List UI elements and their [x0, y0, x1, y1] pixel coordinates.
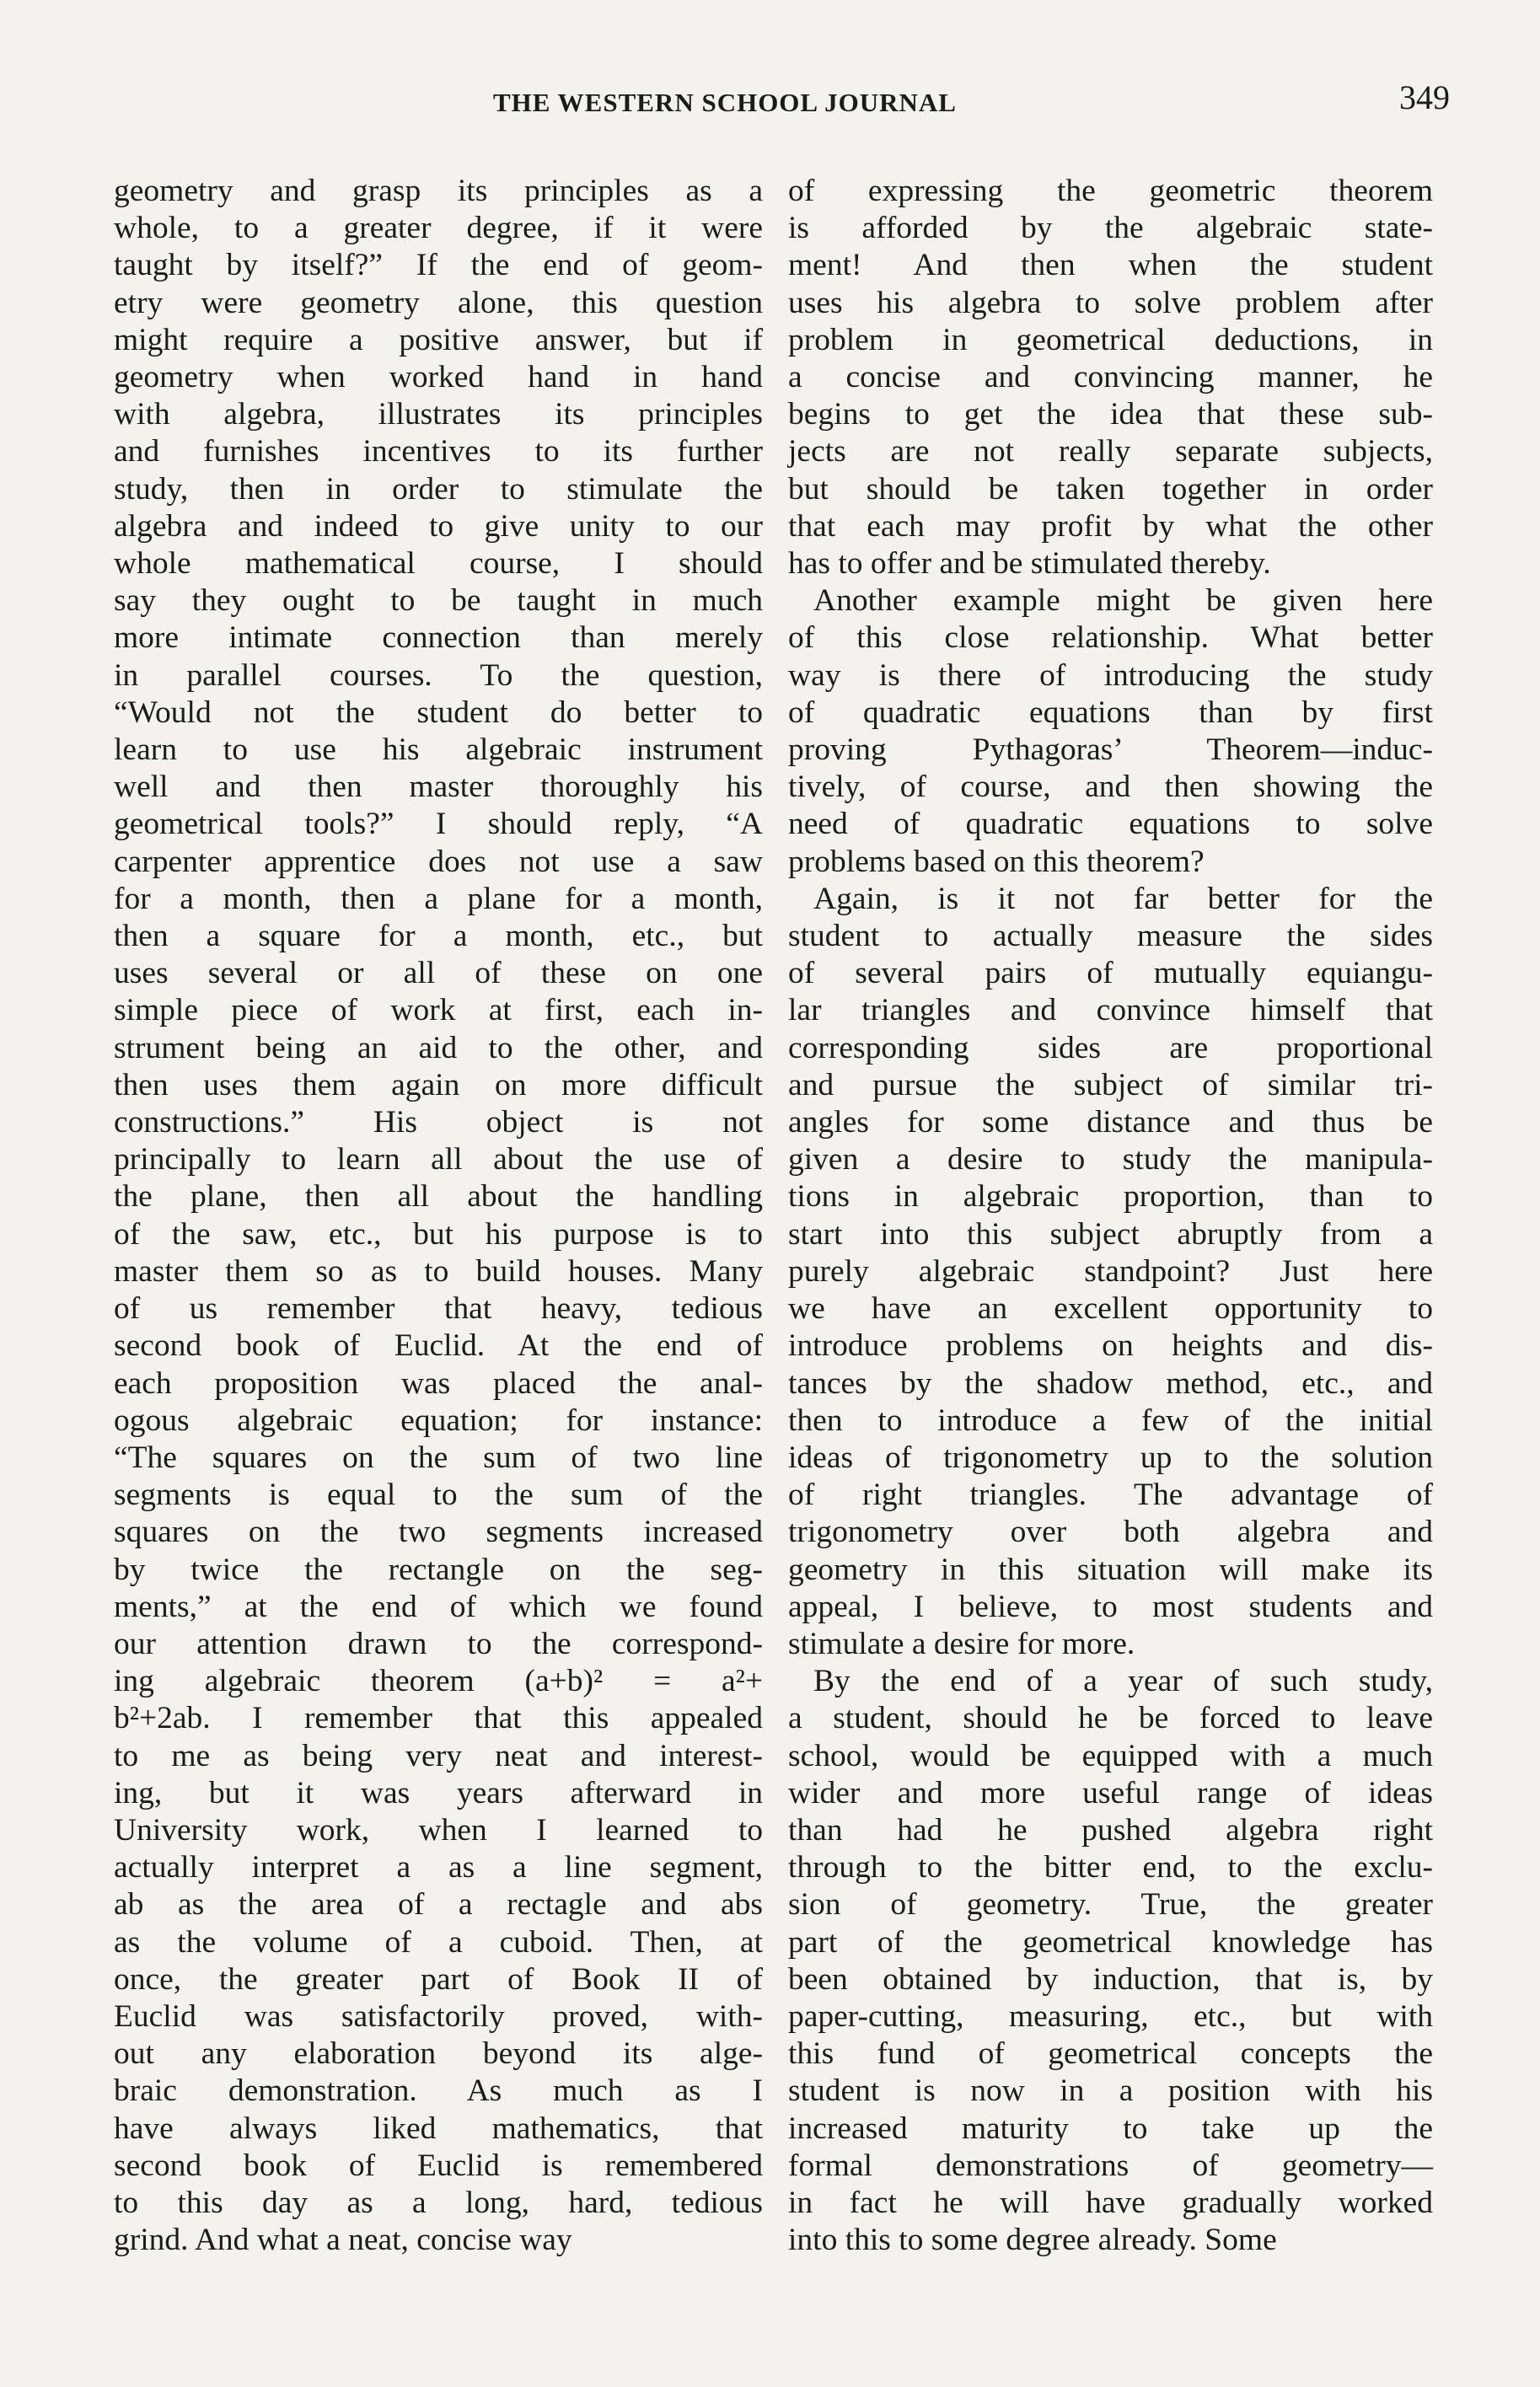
running-header: [118, 78, 1450, 128]
text-line: whole, to a greater degree, if it were: [114, 211, 763, 246]
text-line: learn to use his algebraic instrument: [114, 732, 763, 768]
text-line: uses his algebra to solve problem after: [788, 285, 1433, 320]
text-line: by twice the rectangle on the seg-: [114, 1552, 763, 1587]
text-line: appeal, I believe, to most students and: [788, 1589, 1433, 1624]
text-line: then a square for a month, etc., but: [114, 919, 763, 954]
text-line: begins to get the idea that these sub-: [788, 397, 1433, 432]
text-line: in parallel courses. To the question,: [114, 657, 763, 693]
text-line: trigonometry over both algebra and: [788, 1515, 1433, 1550]
text-line: to this day as a long, hard, tedious: [114, 2185, 763, 2220]
text-line: say they ought to be taught in much: [114, 583, 763, 619]
text-line: a student, should he be forced to leave: [788, 1701, 1433, 1736]
text-line: ment! And then when the student: [788, 248, 1433, 283]
text-line: part of the geometrical knowledge has: [788, 1924, 1433, 1960]
text-line: b²+2ab. I remember that this appealed: [114, 1701, 763, 1736]
text-line: well and then master thoroughly his: [114, 770, 763, 805]
text-line: actually interpret a as a line segment,: [114, 1850, 763, 1885]
text-line: second book of Euclid is remembered: [114, 2148, 763, 2183]
text-line: our attention drawn to the correspond-: [114, 1626, 763, 1661]
text-line: a concise and convincing manner, he: [788, 360, 1433, 395]
text-line: corresponding sides are proportional: [788, 1030, 1433, 1065]
text-line: of several pairs of mutually equiangu-: [788, 956, 1433, 991]
text-line: as the volume of a cuboid. Then, at: [114, 1924, 763, 1960]
text-line: of this close relationship. What better: [788, 620, 1433, 656]
text-line: principally to learn all about the use of: [114, 1142, 763, 1177]
text-line: formal demonstrations of geometry—: [788, 2148, 1433, 2183]
text-line: student to actually measure the sides: [788, 919, 1433, 954]
text-line: of the saw, etc., but his purpose is to: [114, 1216, 763, 1252]
text-line: wider and more useful range of ideas: [788, 1775, 1433, 1810]
text-line: Euclid was satisfactorily proved, with-: [114, 1998, 763, 2034]
text-line: into this to some degree already. Some: [788, 2223, 1277, 2258]
text-line: ing algebraic theorem (a+b)² = a²+: [114, 1664, 763, 1699]
text-line: By the end of a year of such study,: [813, 1664, 1433, 1699]
text-line: problems based on this theorem?: [788, 844, 1205, 879]
text-line: ments,” at the end of which we found: [114, 1589, 763, 1624]
text-line: then to introduce a few of the initial: [788, 1403, 1433, 1438]
text-line: once, the greater part of Book II of: [114, 1961, 763, 1997]
text-line: uses several or all of these on one: [114, 956, 763, 991]
text-line: tances by the shadow method, etc., and: [788, 1365, 1433, 1401]
text-line: braic demonstration. As much as I: [114, 2073, 763, 2109]
text-line: geometrical tools?” I should reply, “A: [114, 807, 763, 842]
text-line: and furnishes incentives to its further: [114, 434, 763, 469]
text-column-right: [788, 173, 1433, 2259]
text-line: angles for some distance and thus be: [788, 1105, 1433, 1140]
text-line: geometry when worked hand in hand: [114, 360, 763, 395]
text-line: squares on the two segments increased: [114, 1515, 763, 1550]
text-line: algebra and indeed to give unity to our: [114, 508, 763, 544]
text-line: carpenter apprentice does not use a saw: [114, 844, 763, 879]
text-line: school, would be equipped with a much: [788, 1738, 1433, 1773]
text-line: sion of geometry. True, the greater: [788, 1887, 1433, 1923]
text-line: geometry in this situation will make its: [788, 1552, 1433, 1587]
text-line: and pursue the subject of similar tri-: [788, 1067, 1433, 1102]
text-line: Again, is it not far better for the: [813, 881, 1433, 916]
text-line: taught by itself?” If the end of geom-: [114, 248, 763, 283]
text-line: of quadratic equations than by first: [788, 695, 1433, 730]
text-line: but should be taken together in order: [788, 471, 1433, 507]
text-line: problem in geometrical deductions, in: [788, 322, 1433, 357]
text-line: tively, of course, and then showing the: [788, 770, 1433, 805]
text-line: stimulate a desire for more.: [788, 1626, 1135, 1661]
text-line: lar triangles and convince himself that: [788, 993, 1433, 1028]
text-line: student is now in a position with his: [788, 2073, 1433, 2109]
text-line: “The squares on the sum of two line: [114, 1440, 763, 1475]
text-line: given a desire to study the manipula-: [788, 1142, 1433, 1177]
text-line: for a month, then a plane for a month,: [114, 881, 763, 916]
text-line: have always liked mathematics, that: [114, 2111, 763, 2146]
text-line: each proposition was placed the anal-: [114, 1365, 763, 1401]
text-line: in fact he will have gradually worked: [788, 2185, 1433, 2220]
text-line: this fund of geometrical concepts the: [788, 2036, 1433, 2072]
text-line: study, then in order to stimulate the: [114, 471, 763, 507]
text-line: through to the bitter end, to the exclu-: [788, 1850, 1433, 1885]
text-line: proving Pythagoras’ Theorem—induc-: [788, 732, 1433, 768]
text-line: ideas of trigonometry up to the solution: [788, 1440, 1433, 1475]
text-line: we have an excellent opportunity to: [788, 1291, 1433, 1327]
text-line: than had he pushed algebra right: [788, 1812, 1433, 1848]
text-column-left: [114, 173, 763, 2259]
text-line: that each may profit by what the other: [788, 508, 1433, 544]
text-line: strument being an aid to the other, and: [114, 1030, 763, 1065]
text-line: more intimate connection than merely: [114, 620, 763, 656]
text-line: out any elaboration beyond its alge-: [114, 2036, 763, 2072]
text-line: “Would not the student do better to: [114, 695, 763, 730]
text-line: master them so as to build houses. Many: [114, 1253, 763, 1289]
text-line: of expressing the geometric theorem: [788, 174, 1433, 208]
text-line: has to offer and be stimulated thereby.: [788, 546, 1271, 582]
text-line: need of quadratic equations to solve: [788, 807, 1433, 842]
text-line: with algebra, illustrates its principles: [114, 397, 763, 432]
text-line: paper-cutting, measuring, etc., but with: [788, 1998, 1433, 2034]
text-line: simple piece of work at first, each in-: [114, 993, 763, 1028]
text-line: ogous algebraic equation; for instance:: [114, 1403, 763, 1438]
text-line: constructions.” His object is not: [114, 1105, 763, 1140]
text-line: way is there of introducing the study: [788, 657, 1433, 693]
text-line: segments is equal to the sum of the: [114, 1478, 763, 1513]
text-line: ab as the area of a rectagle and abs: [114, 1887, 763, 1923]
running-title: THE WESTERN SCHOOL JOURNAL: [493, 88, 957, 117]
text-line: purely algebraic standpoint? Just here: [788, 1253, 1433, 1289]
text-line: introduce problems on heights and dis-: [788, 1328, 1433, 1364]
text-line: whole mathematical course, I should: [114, 546, 763, 582]
text-line: Another example might be given here: [813, 583, 1433, 619]
text-line: University work, when I learned to: [114, 1812, 763, 1848]
text-line: of us remember that heavy, tedious: [114, 1291, 763, 1327]
text-line: second book of Euclid. At the end of: [114, 1328, 763, 1364]
text-line: tions in algebraic proportion, than to: [788, 1179, 1433, 1215]
text-line: etry were geometry alone, this question: [114, 285, 763, 320]
text-line: of right triangles. The advantage of: [788, 1478, 1433, 1513]
text-line: grind. And what a neat, concise way: [114, 2223, 572, 2258]
text-line: might require a positive answer, but if: [114, 322, 763, 357]
text-line: is afforded by the algebraic state-: [788, 211, 1433, 246]
text-line: the plane, then all about the handling: [114, 1179, 763, 1215]
page-number: 349: [1399, 78, 1450, 116]
text-line: jects are not really separate subjects,: [788, 434, 1433, 469]
text-line: start into this subject abruptly from a: [788, 1216, 1433, 1252]
text-line: to me as being very neat and interest-: [114, 1738, 763, 1773]
text-line: been obtained by induction, that is, by: [788, 1961, 1433, 1997]
text-line: increased maturity to take up the: [788, 2111, 1433, 2146]
text-line: ing, but it was years afterward in: [114, 1775, 763, 1810]
text-line: then uses them again on more difficult: [114, 1067, 763, 1102]
text-line: geometry and grasp its principles as a: [114, 174, 763, 208]
